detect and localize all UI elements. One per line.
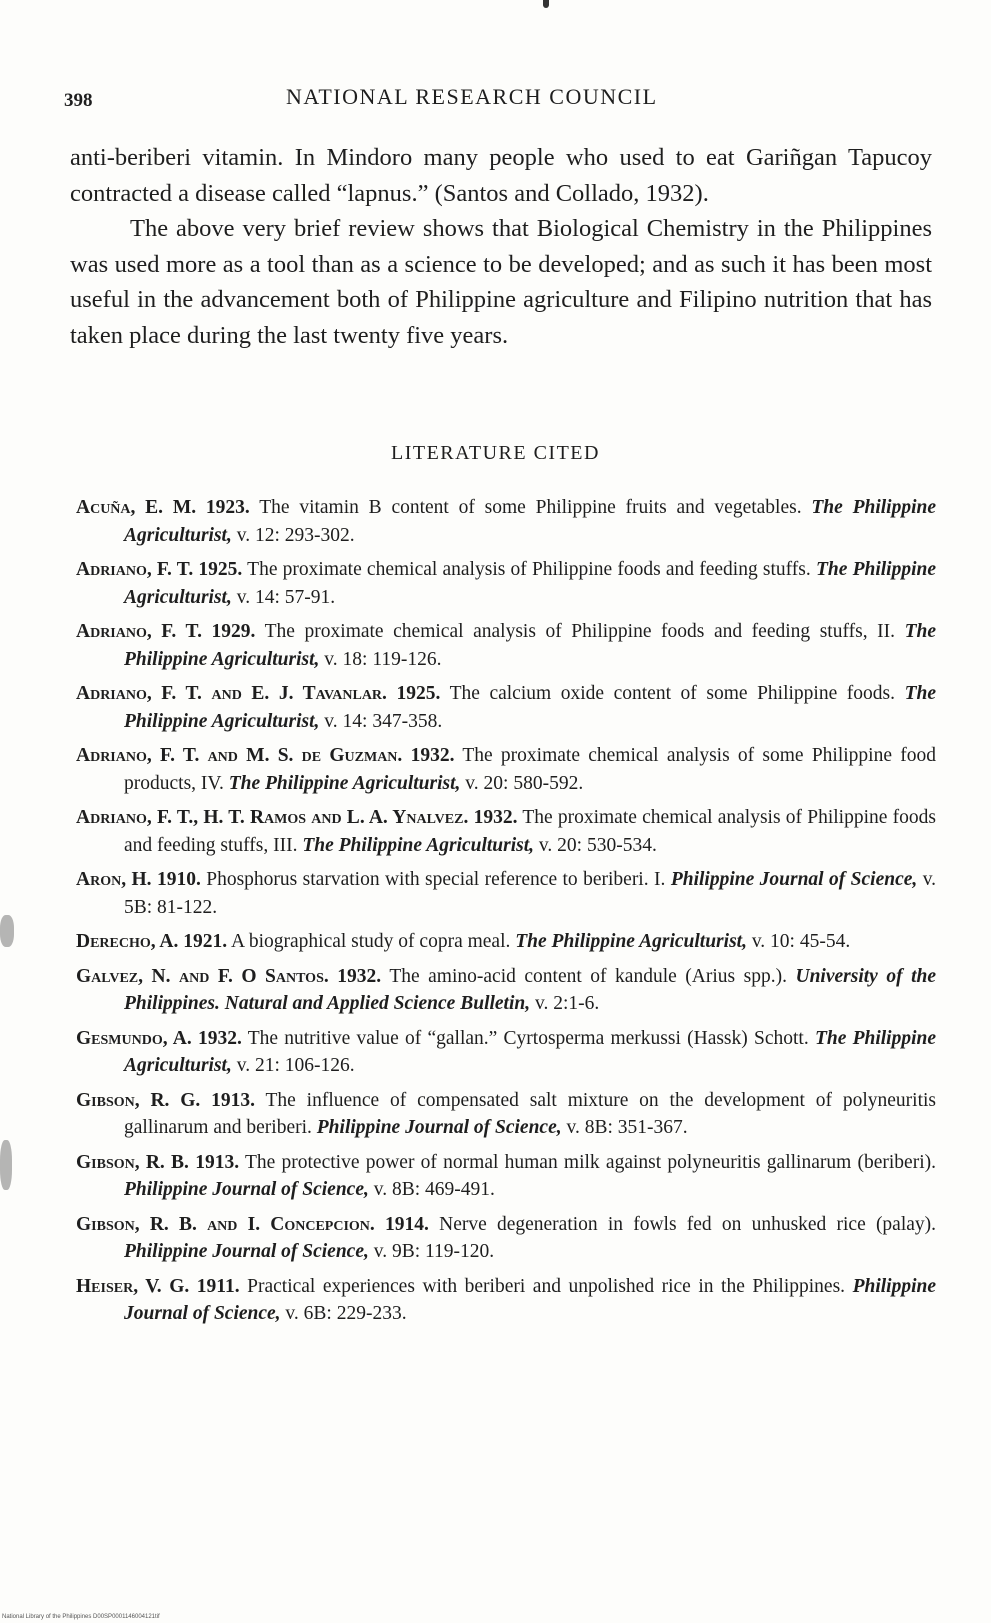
reference-author: Adriano, F. T. bbox=[76, 621, 202, 642]
reference-journal: Philippine Journal of Science, bbox=[124, 1179, 369, 1200]
reference-author: Heiser, V. G. bbox=[76, 1275, 190, 1297]
reference-year: 1913. bbox=[195, 1151, 240, 1173]
reference-details: v. 18: 119-126. bbox=[324, 648, 442, 670]
reference-entry bbox=[76, 928, 936, 956]
reference-entry bbox=[76, 680, 936, 735]
reference-year: 1932. bbox=[410, 745, 455, 766]
reference-title: The protective power of normal human milk against polyneuritis gallinarum (beriberi). bbox=[244, 1151, 936, 1173]
reference-entry bbox=[76, 1087, 936, 1142]
reference-journal: The Philippine Agriculturist, bbox=[515, 931, 747, 952]
reference-title: The proximate chemical analysis of Philippine foods and feeding stuffs, II. bbox=[264, 621, 895, 642]
reference-year: 1923. bbox=[205, 497, 250, 518]
reference-year: 1911. bbox=[196, 1275, 240, 1297]
reference-year: 1932. bbox=[337, 965, 382, 987]
reference-details: v. 8B: 469-491. bbox=[373, 1179, 495, 1200]
reference-entry bbox=[76, 556, 936, 611]
reference-author: Adriano, F. T. bbox=[76, 559, 194, 580]
reference-list bbox=[76, 494, 936, 1335]
reference-journal: University of the Philippines. Natural and Applied Science Bulletin, bbox=[124, 965, 937, 1014]
reference-year: 1925. bbox=[396, 683, 441, 704]
reference-author: Adriano, F. T. and E. J. Tavanlar. bbox=[76, 683, 387, 704]
reference-year: 1932. bbox=[473, 807, 518, 828]
reference-title: The vitamin B content of some Philippine fruits and vegetables. bbox=[259, 497, 802, 518]
reference-year: 1929. bbox=[211, 621, 256, 642]
reference-details: v. 6B: 229-233. bbox=[285, 1303, 407, 1324]
reference-journal: The Philippine Agriculturist, bbox=[124, 683, 937, 732]
reference-title: The amino-acid content of kandule (Arius spp.). bbox=[389, 965, 787, 987]
reference-journal: The Philippine Agriculturist, bbox=[302, 834, 535, 856]
reference-journal: The Philippine Agriculturist, bbox=[124, 1027, 937, 1076]
reference-details: v. 14: 347-358. bbox=[324, 710, 443, 732]
reference-journal: The Philippine Agriculturist, bbox=[124, 621, 936, 670]
reference-author: Gibson, R. B. bbox=[76, 1151, 189, 1173]
reference-title: A biographical study of copra meal. bbox=[230, 931, 511, 952]
reference-details: v. 14: 57-91. bbox=[236, 586, 336, 608]
page-number: 398 bbox=[64, 90, 93, 111]
reference-details: v. 12: 293-302. bbox=[236, 524, 355, 546]
reference-journal: The Philippine Agriculturist, bbox=[228, 772, 461, 794]
reference-year: 1913. bbox=[211, 1089, 256, 1111]
reference-entry bbox=[76, 1025, 936, 1080]
reference-title: The influence of compensated salt mixture on the development of polyneuritis gallinarum and beriberi. bbox=[124, 1089, 936, 1138]
body-paragraph-1: anti-beriberi vitamin. In Mindoro many people who used to eat Gariñgan Tapucoy contracted a disease called “lapnus.” (Santos and Collado, 1932). bbox=[70, 144, 932, 207]
reference-entry bbox=[76, 963, 936, 1018]
reference-entry bbox=[76, 1211, 936, 1266]
reference-author: Gesmundo, A. bbox=[76, 1027, 192, 1049]
reference-year: 1914. bbox=[385, 1213, 429, 1235]
reference-title: The nutritive value of “gallan.” Cyrtosperma merkussi (Hassk) Schott. bbox=[247, 1027, 809, 1049]
reference-details: v. 9B: 119-120. bbox=[373, 1241, 495, 1262]
reference-journal: Philippine Journal of Science, bbox=[316, 1117, 562, 1138]
page-header bbox=[64, 84, 934, 118]
reference-details: v. 5B: 81-122. bbox=[124, 869, 937, 918]
reference-journal: Philippine Journal of Science, bbox=[670, 869, 918, 890]
reference-title: The calcium oxide content of some Philippine foods. bbox=[449, 683, 896, 704]
reference-author: Gibson, R. B. and I. Concepcion. bbox=[76, 1213, 375, 1235]
reference-author: Derecho, A. bbox=[76, 931, 179, 952]
scan-mark bbox=[543, 0, 549, 8]
reference-entry bbox=[76, 804, 936, 859]
body-text bbox=[70, 140, 932, 353]
reference-title: Practical experiences with beriberi and unpolished rice in the Philippines. bbox=[247, 1275, 846, 1297]
reference-entry bbox=[76, 618, 936, 673]
reference-journal: The Philippine Agriculturist, bbox=[124, 559, 936, 608]
reference-author: Adriano, F. T. and M. S. de Guzman. bbox=[76, 745, 403, 766]
reference-year: 1921. bbox=[183, 931, 228, 952]
reference-title: The proximate chemical analysis of Philippine foods and feeding stuffs. bbox=[247, 559, 811, 580]
reference-title: The proximate chemical analysis of some Philippine food products, IV. bbox=[124, 745, 937, 794]
reference-journal: Philippine Journal of Science, bbox=[124, 1241, 369, 1262]
reference-title: Nerve degeneration in fowls fed on unhusked rice (palay). bbox=[439, 1213, 937, 1235]
reference-title: The proximate chemical analysis of Philippine foods and feeding stuffs, III. bbox=[124, 807, 936, 856]
reference-journal: The Philippine Agriculturist, bbox=[124, 497, 937, 546]
reference-details: v. 10: 45-54. bbox=[751, 931, 851, 952]
footer-scan-label: National Library of the Philippines D00SP0001146004121tif bbox=[2, 1614, 160, 1620]
scan-edge-mark bbox=[0, 915, 14, 947]
reference-year: 1910. bbox=[156, 869, 201, 890]
reference-journal: Philippine Journal of Science, bbox=[124, 1275, 936, 1324]
reference-details: v. 2:1-6. bbox=[535, 993, 600, 1014]
reference-year: 1925. bbox=[198, 559, 243, 580]
body-paragraph-2: The above very brief review shows that Biological Chemistry in the Philippines was used more as a tool than as a science to be developed; and as such it has been most useful in the advancement both of Philippine agriculture and Filipino nutrition that has taken place during the last twenty five years. bbox=[70, 215, 932, 349]
reference-details: v. 20: 580-592. bbox=[465, 772, 584, 794]
reference-author: Adriano, F. T., H. T. Ramos and L. A. Ynalvez. bbox=[76, 807, 469, 828]
reference-author: Galvez, N. and F. O Santos. bbox=[76, 965, 329, 987]
reference-author: Gibson, R. G. bbox=[76, 1089, 201, 1111]
reference-details: v. 21: 106-126. bbox=[236, 1055, 355, 1076]
reference-entry bbox=[76, 1149, 936, 1204]
reference-author: Acuña, E. M. bbox=[76, 497, 197, 518]
reference-entry bbox=[76, 742, 936, 797]
reference-author: Aron, H. bbox=[76, 869, 152, 890]
reference-details: v. 20: 530-534. bbox=[538, 834, 657, 856]
reference-entry bbox=[76, 866, 936, 921]
reference-title: Phosphorus starvation with special reference to beriberi. I. bbox=[206, 869, 666, 890]
reference-year: 1932. bbox=[197, 1027, 242, 1049]
reference-entry bbox=[76, 494, 936, 549]
section-title: LITERATURE CITED bbox=[391, 442, 600, 464]
reference-details: v. 8B: 351-367. bbox=[566, 1117, 688, 1138]
running-head: NATIONAL RESEARCH COUNCIL bbox=[286, 84, 658, 109]
reference-entry bbox=[76, 1273, 936, 1328]
scan-edge-mark bbox=[0, 1140, 12, 1190]
